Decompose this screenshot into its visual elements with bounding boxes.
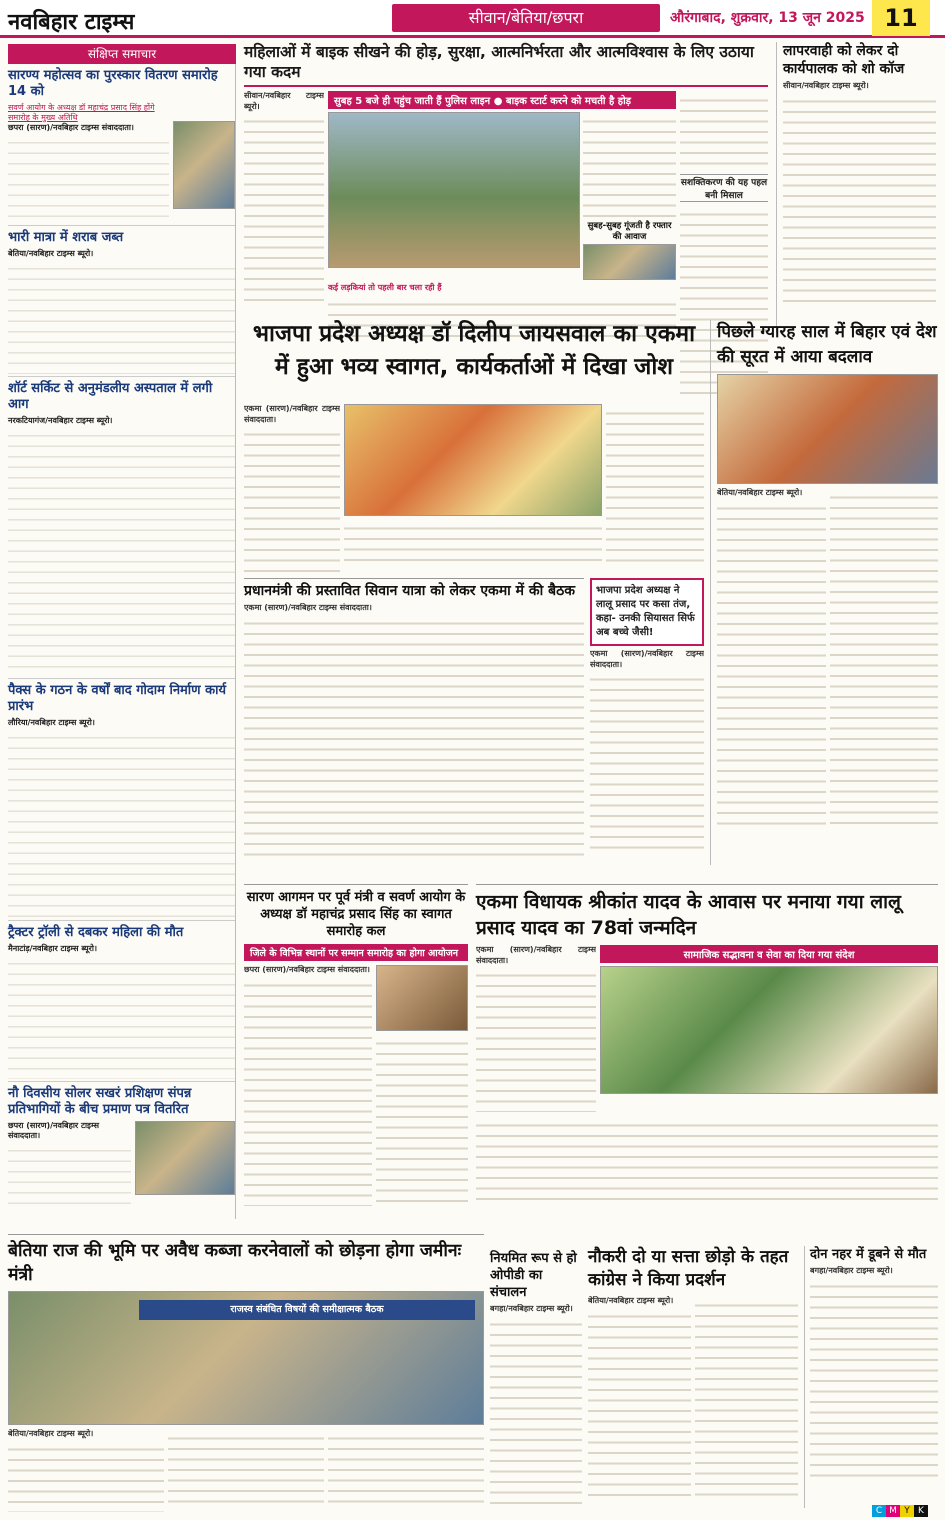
story-congress [588,1246,798,1508]
story-headline: एकमा विधायक श्रीकांत यादव के आवास पर मनाया गया लालू प्रसाद यादव का 78वां जन्मदिन [476,891,901,939]
bike-photo-small [583,244,676,280]
cmyk-marks [872,1505,928,1517]
brief-body [8,728,235,918]
quote-box: भाजपा प्रदेश अध्यक्ष ने लालू प्रसाद पर कसा तंज, कहा- उनकी सियासत सिर्फ अब बच्चे जैसी! [590,578,704,646]
bike-photo [328,112,580,268]
brief-dateline: छपरा (सारण)/नवबिहार टाइम्स संवाददाता। [8,123,134,132]
story-dateline: बेतिया/नवबिहार टाइम्स ब्यूरो। [588,1296,674,1305]
brief-body [8,1141,131,1211]
story-body [606,404,704,566]
story-dateline: एकमा (सारण)/नवबिहार टाइम्स संवाददाता। [476,945,596,965]
caption: सुबह-सुबह गूंजती है रफ्तार की आवाज [587,221,672,242]
story-body [476,1116,938,1202]
story-body [588,1307,691,1497]
cmyk-k: K [914,1505,928,1517]
cmyk-y: Y [900,1505,914,1517]
story-headline: नियमित रूप से हो ओपीडी का संचालन [490,1251,577,1300]
story-dateline: बेतिया/नवबिहार टाइम्स ब्यूरो। [717,488,803,497]
story-opd [490,1250,582,1512]
story-body [328,1429,484,1511]
story-dateline: बेतिया/नवबिहार टाइम्स ब्यूरो। [8,1429,94,1438]
story-body [244,976,372,1206]
story-bihar [710,320,938,865]
brief-photo [135,1121,235,1195]
story-body [680,91,768,171]
brief-headline: पैक्स के गठन के वर्षों बाद गोदाम निर्माण कार्य प्रारंभ [8,683,226,714]
story-headline: दोन नहर में डूबने से मौत [810,1247,927,1262]
story-headline: बेतिया राज की भूमि पर अवैध कब्जा करनेवालों को छोड़ना होगा जमीनः मंत्री [8,1241,462,1285]
story-bjp-header [244,318,704,398]
brief-item [8,921,235,1082]
page-number: 11 [872,0,930,36]
story-body [717,499,826,829]
story-headline: लापरवाही को लेकर दो कार्यपालक को शो कॉज [783,43,905,77]
story-headline: सारण आगमन पर पूर्व मंत्री व सवर्ण आयोग के अध्यक्ष डॉ महाचंद्र प्रसाद सिंह का स्वागत समारोह कल [246,890,466,939]
caption: कई लड़कियां तो पहली बार चला रही हैं [328,283,442,292]
story-body [490,1315,582,1505]
story-banner: सुबह 5 बजे ही पहुंच जाती हैं पुलिस लाइन ● बाइक स्टार्ट करने को मचती है होड़ [328,91,676,109]
story-ceremony [244,884,468,1244]
briefs-title: संक्षिप्त समाचार [8,44,236,64]
brief-headline: ट्रैक्टर ट्रॉली से दबकर महिला की मौत [8,925,184,940]
bihar-photo [717,374,938,484]
brief-body [8,259,235,374]
story-dateline: सीवान/नवबिहार टाइम्स ब्यूरो। [244,91,324,111]
brief-headline: नौ दिवसीय सोलर सखरं प्रशिक्षण संपन्न प्रतिभागियों के बीच प्रमाण पत्र वितरित [8,1086,192,1117]
briefs-column [8,44,236,1219]
section-tab: सीवान/बेतिया/छपरा [392,4,660,32]
story-body [830,488,939,828]
story-showcause [776,42,936,332]
story-dateline: छपरा (सारण)/नवबिहार टाइम्स संवाददाता। [244,965,370,974]
story-body [783,92,936,302]
story-dateline: एकमा (सारण)/नवबिहार टाइम्स संवाददाता। [244,603,372,612]
brief-body [8,133,169,223]
story-body [344,519,602,569]
brief-photo [173,121,235,209]
brief-lead: सवर्ण आयोग के अध्यक्ष डॉ महाचंद्र प्रसाद सिंह होंगे समारोह के मुख्य अतिथि [8,103,155,122]
cmyk-m: M [886,1505,900,1517]
story-body [376,1034,468,1209]
brief-item [8,64,235,226]
brief-headline: शॉर्ट सर्किट से अनुमंडलीय अस्पताल में लगी आग [8,381,213,412]
story-headline: महिलाओं में बाइक सीखने की होड़, सुरक्षा, आत्मनिर्भरता और आत्मविश्वास के लिए उठाया गया कदम [244,42,768,87]
story-drown [804,1246,938,1508]
brief-body [8,426,235,676]
story-body [590,670,704,850]
story-land [8,1234,484,1510]
story-banner: जिले के विभिन्न स्थानों पर सम्मान समारोह का होगा आयोजन [244,944,468,961]
story-dateline: बगहा/नवबिहार टाइम्स ब्यूरो। [810,1266,893,1275]
brief-body [8,954,235,1079]
story-lalu-quote [590,578,704,878]
story-headline: प्रधानमंत्री की प्रस्तावित सिवान यात्रा को लेकर एकमा में की बैठक [244,583,576,599]
brief-item [8,377,235,679]
birthday-photo [600,966,938,1094]
brief-headline: भारी मात्रा में शराब जब्त [8,230,124,245]
story-dateline: सीवान/नवबिहार टाइम्स ब्यूरो। [783,81,869,90]
story-dateline: एकमा (सारण)/नवबिहार टाइम्स संवाददाता। [244,404,340,424]
story-body [476,966,596,1112]
land-meeting-photo [8,1291,484,1425]
story-headline: पिछले ग्यारह साल में बिहार एवं देश की सूरत में आया बदलाव [717,322,937,367]
story-body [244,112,324,302]
brief-dateline: लौरिया/नवबिहार टाइम्स ब्यूरो। [8,718,95,727]
story-body [695,1296,798,1496]
dateline: औरंगाबाद, शुक्रवार, 13 जून 2025 [670,10,865,26]
story-headline: नौकरी दो या सत्ता छोड़ो के तहत कांग्रेस ने किया प्रदर्शन [588,1247,789,1290]
brief-dateline: छपरा (सारण)/नवबिहार टाइम्स संवाददाता। [8,1121,99,1140]
brief-dateline: बेतिया/नवबिहार टाइम्स ब्यूरो। [8,249,94,258]
story-bjp-body [244,404,704,572]
story-subhead: सशक्तिकरण की यह पहल बनी मिसाल [680,174,768,202]
story-dateline: बगहा/नवबिहार टाइम्स ब्यूरो। [490,1304,573,1313]
brief-headline: सारण्य महोत्सव का पुरस्कार वितरण समारोह 14 को [8,68,218,99]
story-banner: सामाजिक सद्भावना व सेवा का दिया गया संदेश [600,945,938,963]
meeting-banner: राजस्व संबंधित विषयों की समीक्षात्मक बैठक [139,1300,475,1320]
story-body [244,425,340,573]
bjp-photo [344,404,602,516]
cmyk-c: C [872,1505,886,1517]
story-headline: भाजपा प्रदेश अध्यक्ष डॉ दिलीप जायसवाल का एकमा में हुआ भव्य स्वागत, कार्यकर्ताओं में दिखा जोश [252,321,696,380]
story-pm [244,578,584,878]
story-body [583,112,676,220]
brief-item [8,679,235,921]
story-body [8,1440,164,1512]
brief-dateline: नरकटियागंज/नवबिहार टाइम्स ब्यूरो। [8,416,113,425]
story-birthday [476,884,938,1244]
brief-item [8,1082,235,1213]
portrait-photo [376,965,468,1031]
story-dateline: एकमा (सारण)/नवबिहार टाइम्स संवाददाता। [590,649,704,669]
masthead: नवबिहार टाइम्स [8,9,135,35]
story-body [810,1277,938,1477]
story-body [244,614,584,859]
brief-dateline: मैनाटांड़/नवबिहार टाइम्स ब्यूरो। [8,944,98,953]
brief-item [8,226,235,377]
story-body [168,1429,324,1511]
